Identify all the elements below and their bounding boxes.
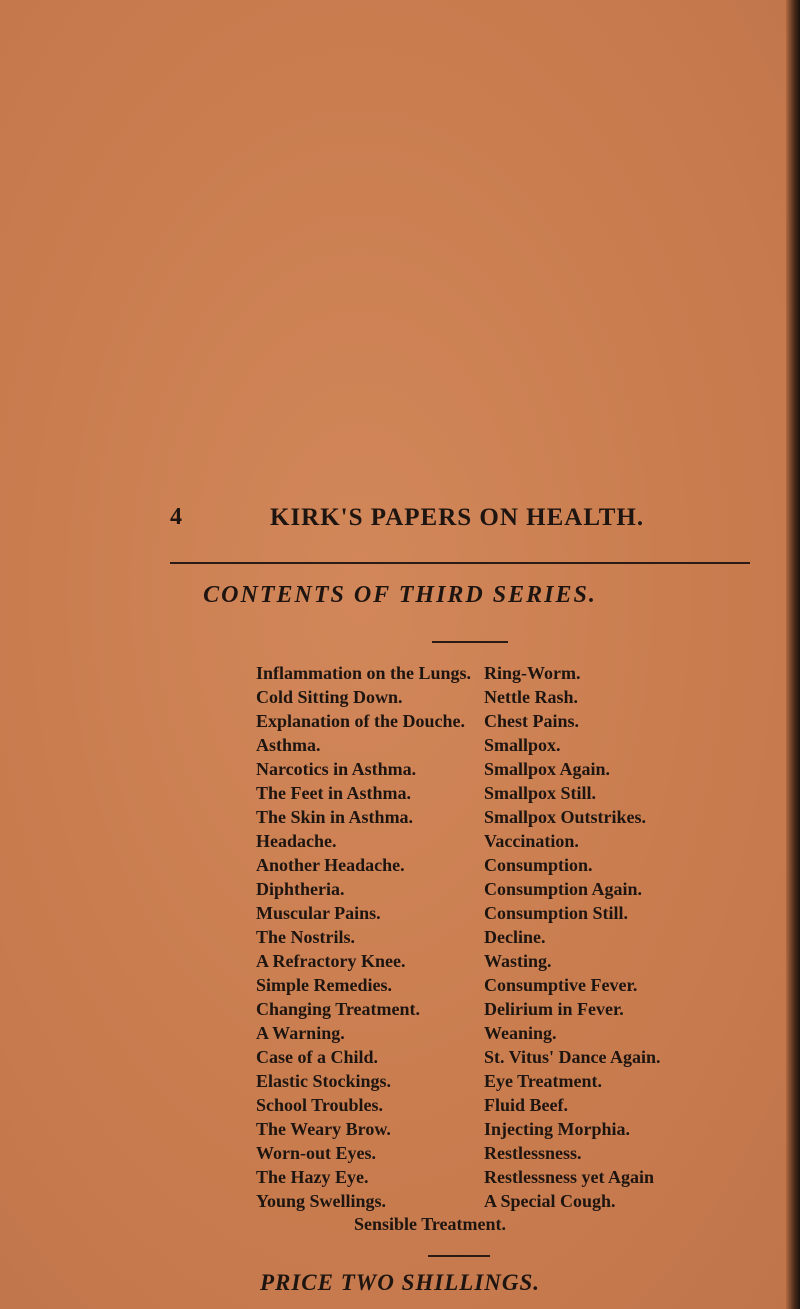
contents-item: Explanation of the Douche. — [256, 711, 466, 731]
contents-item: Diphtheria. — [256, 879, 345, 899]
contents-item: Ring-Worm. — [484, 663, 581, 683]
contents-item: Decline. — [484, 927, 546, 947]
contents-item: Consumptive Fever. — [484, 975, 638, 995]
contents-item: The Nostrils. — [256, 927, 355, 947]
contents-right-column — [484, 661, 661, 1213]
page-header — [0, 504, 800, 538]
contents-item: Smallpox Still. — [484, 783, 597, 803]
contents-item: Restlessness yet Again — [484, 1167, 654, 1187]
contents-item: Muscular Pains. — [256, 903, 381, 923]
page-number: 4 — [170, 504, 182, 530]
contents-item: Injecting Morphia. — [484, 1119, 630, 1139]
title-divider — [432, 641, 508, 643]
contents-item: Consumption Still. — [484, 903, 629, 923]
contents-item: Case of a Child. — [256, 1047, 379, 1067]
contents-item: Worn-out Eyes. — [256, 1143, 377, 1163]
contents-item: Vaccination. — [484, 831, 579, 851]
contents-item: The Hazy Eye. — [256, 1167, 369, 1187]
contents-item: Consumption Again. — [484, 879, 643, 899]
price-line: PRICE TWO SHILLINGS. — [259, 1270, 541, 1295]
contents-item: Smallpox Outstrikes. — [484, 807, 647, 827]
contents-item: Cold Sitting Down. — [256, 687, 403, 707]
contents-item: Inflammation on the Lungs. — [256, 663, 472, 683]
contents-item: Asthma. — [256, 735, 321, 755]
contents-item: Fluid Beef. — [484, 1095, 568, 1115]
contents-final-item: Sensible Treatment. — [354, 1214, 506, 1234]
contents-item: The Feet in Asthma. — [256, 783, 411, 803]
contents-item: A Warning. — [256, 1023, 345, 1043]
contents-item: Chest Pains. — [484, 711, 580, 731]
contents-item: The Skin in Asthma. — [256, 807, 414, 827]
price-divider — [428, 1255, 490, 1257]
contents-item: Nettle Rash. — [484, 687, 578, 707]
header-rule — [170, 562, 750, 564]
contents-item: Eye Treatment. — [484, 1071, 602, 1091]
contents-item: Wasting. — [484, 951, 552, 971]
contents-item: Narcotics in Asthma. — [256, 759, 417, 779]
contents-item: A Special Cough. — [484, 1191, 616, 1211]
contents-item: Weaning. — [484, 1023, 557, 1043]
contents-item: St. Vitus' Dance Again. — [484, 1047, 661, 1067]
contents-item: Another Headache. — [256, 855, 405, 875]
contents-item: Young Swellings. — [256, 1191, 387, 1211]
running-head: KIRK'S PAPERS ON HEALTH. — [270, 504, 645, 531]
contents-item: Smallpox. — [484, 735, 561, 755]
contents-item: Changing Treatment. — [256, 999, 421, 1019]
contents-item: Delirium in Fever. — [484, 999, 624, 1019]
contents-item: Elastic Stockings. — [256, 1071, 392, 1091]
page-edge — [786, 0, 800, 1309]
contents-item: Simple Remedies. — [256, 975, 392, 995]
contents-item: Headache. — [256, 831, 337, 851]
contents-item: A Refractory Knee. — [256, 951, 406, 971]
contents-title: CONTENTS OF THIRD SERIES. — [203, 582, 597, 608]
contents-item: Smallpox Again. — [484, 759, 611, 779]
contents-item: School Troubles. — [256, 1095, 384, 1115]
contents-left-column — [256, 661, 471, 1213]
contents-item: Consumption. — [484, 855, 593, 875]
contents-item: Restlessness. — [484, 1143, 582, 1163]
contents-item: The Weary Brow. — [256, 1119, 391, 1139]
